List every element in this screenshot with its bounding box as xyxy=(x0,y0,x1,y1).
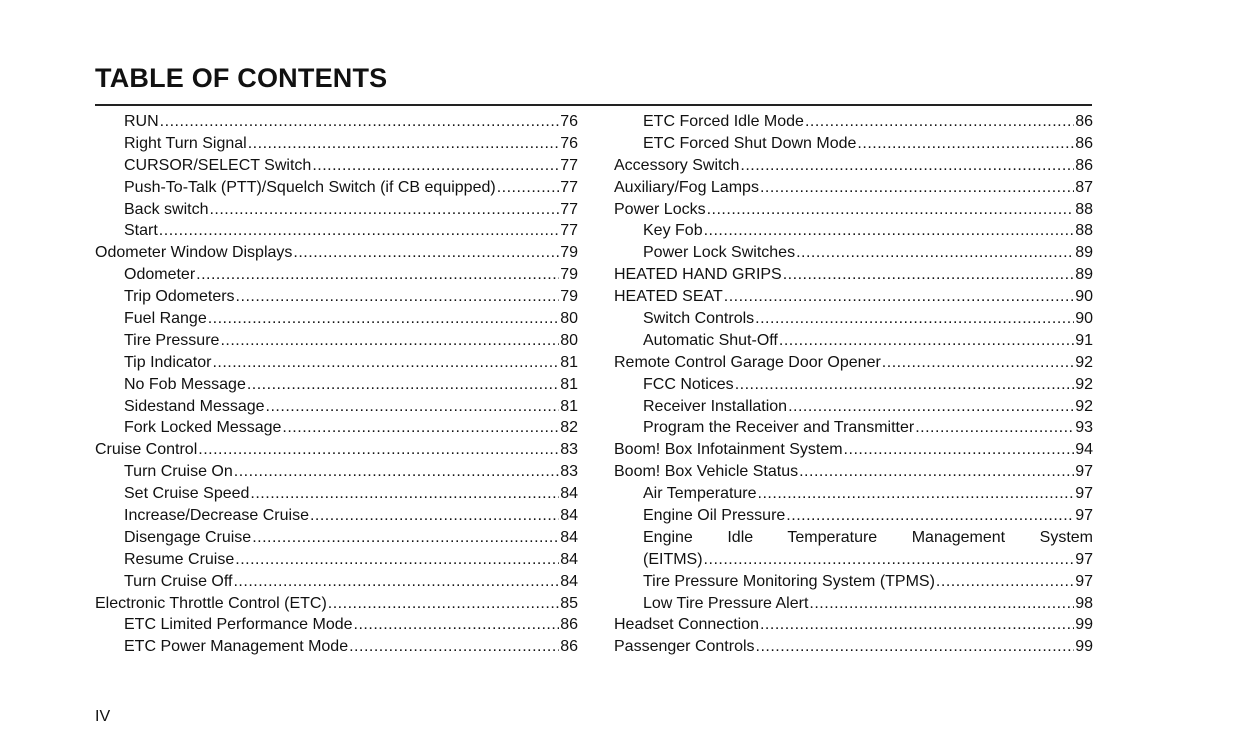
dot-leader xyxy=(915,417,1074,439)
dot-leader xyxy=(212,352,559,374)
toc-entry-page: 76 xyxy=(560,134,578,152)
toc-entry-page: 84 xyxy=(560,572,578,590)
toc-entry[interactable] xyxy=(614,461,1093,483)
toc-entry-title: Receiver Installation xyxy=(643,397,788,415)
toc-entry-title: RUN xyxy=(124,113,159,130)
toc-entry-page: 86 xyxy=(560,616,578,634)
toc-entry-title: Turn Cruise On xyxy=(124,463,233,481)
toc-entry[interactable] xyxy=(95,505,578,527)
dot-leader xyxy=(252,527,559,549)
dot-leader xyxy=(349,636,559,658)
toc-entry[interactable] xyxy=(614,571,1093,593)
toc-entry-page: 77 xyxy=(560,178,578,196)
toc-entry-page: 88 xyxy=(1075,222,1093,240)
toc-entry-page: 87 xyxy=(1075,178,1093,196)
toc-entry[interactable] xyxy=(95,177,578,199)
toc-entry-title: Increase/Decrease Cruise xyxy=(124,507,309,525)
toc-entry-title: CURSOR/SELECT Switch xyxy=(124,156,312,174)
dot-leader xyxy=(788,396,1074,418)
dot-leader xyxy=(236,286,560,308)
toc-entry-title: No Fob Message xyxy=(124,375,246,393)
toc-entry-title: Odometer xyxy=(124,266,196,284)
dot-leader xyxy=(756,636,1075,658)
toc-entry-page: 84 xyxy=(560,507,578,525)
toc-entry[interactable] xyxy=(614,505,1093,527)
dot-leader xyxy=(704,549,1075,571)
toc-entry-title: Automatic Shut-Off xyxy=(643,331,778,349)
toc-entry[interactable] xyxy=(614,133,1093,155)
dot-leader xyxy=(196,264,559,286)
toc-entry-title: Fuel Range xyxy=(124,310,207,328)
toc-entry[interactable] xyxy=(95,614,578,636)
toc-entry-page: 97 xyxy=(1075,507,1093,525)
toc-entry[interactable] xyxy=(95,571,578,593)
toc-entry-page: 81 xyxy=(560,375,578,393)
page-number: IV xyxy=(95,708,111,725)
toc-entry-page: 89 xyxy=(1075,266,1093,284)
toc-entry[interactable] xyxy=(95,461,578,483)
toc-left-column xyxy=(95,111,578,658)
toc-entry[interactable] xyxy=(614,483,1093,505)
toc-entry[interactable] xyxy=(614,220,1093,242)
toc-entry-title: FCC Notices xyxy=(643,375,734,393)
toc-entry[interactable] xyxy=(614,527,1093,549)
toc-entry[interactable] xyxy=(614,374,1093,396)
toc-entry-title: Tip Indicator xyxy=(124,353,212,371)
toc-entry-title: ETC Forced Idle Mode xyxy=(643,113,804,130)
toc-entry-page: 93 xyxy=(1075,419,1093,437)
toc-entry-page: 81 xyxy=(560,353,578,371)
toc-entry-title: Tire Pressure Monitoring System (TPMS) xyxy=(643,572,935,590)
dot-leader xyxy=(208,308,559,330)
dot-leader xyxy=(740,155,1074,177)
dot-leader xyxy=(282,417,559,439)
toc-entry-title: Boom! Box Infotainment System xyxy=(614,441,843,459)
toc-entry-title: Boom! Box Vehicle Status xyxy=(614,463,799,481)
toc-entry-page: 86 xyxy=(1075,134,1093,152)
dot-leader xyxy=(779,330,1074,352)
toc-entry-page: 99 xyxy=(1075,638,1093,656)
dot-leader xyxy=(220,330,559,352)
dot-leader xyxy=(209,199,559,221)
dot-leader xyxy=(844,439,1075,461)
toc-entry-title: HEATED SEAT xyxy=(614,288,723,306)
toc-entry-page: 97 xyxy=(1075,463,1093,481)
dot-leader xyxy=(159,220,559,242)
toc-entry-page: 77 xyxy=(560,200,578,218)
toc-entry-title: Fork Locked Message xyxy=(124,419,282,437)
toc-entry-page: 80 xyxy=(560,310,578,328)
dot-leader xyxy=(160,111,560,133)
toc-entry-title: Back switch xyxy=(124,200,209,218)
toc-entry-page: 82 xyxy=(560,419,578,437)
dot-leader xyxy=(234,461,559,483)
toc-entry[interactable] xyxy=(614,264,1093,286)
dot-leader xyxy=(786,505,1074,527)
toc-entry[interactable] xyxy=(95,439,578,461)
dot-leader xyxy=(796,242,1074,264)
toc-entry[interactable] xyxy=(614,330,1093,352)
toc-entry-page: 89 xyxy=(1075,244,1093,262)
toc-entry-page: 85 xyxy=(560,594,578,612)
toc-entry-title: Headset Connection xyxy=(614,616,759,634)
dot-leader xyxy=(805,111,1074,133)
toc-entry[interactable] xyxy=(614,439,1093,461)
toc-entry[interactable] xyxy=(95,396,578,418)
toc-entry-page: 86 xyxy=(560,638,578,656)
dot-leader xyxy=(328,593,559,615)
toc-entry-title: Power Locks xyxy=(614,200,706,218)
dot-leader xyxy=(799,461,1074,483)
toc-entry-title: Sidestand Message xyxy=(124,397,265,415)
toc-entry-page: 81 xyxy=(560,397,578,415)
toc-entry-title: Accessory Switch xyxy=(614,156,740,174)
toc-entry[interactable] xyxy=(614,199,1093,221)
toc-entry-title: Remote Control Garage Door Opener xyxy=(614,353,881,371)
toc-entry-page: 92 xyxy=(1075,353,1093,371)
toc-entry-page: 83 xyxy=(560,441,578,459)
dot-leader xyxy=(936,571,1074,593)
toc-entry-page: 90 xyxy=(1075,310,1093,328)
dot-leader xyxy=(760,614,1074,636)
dot-leader xyxy=(735,374,1075,396)
toc-entry-title: Tire Pressure xyxy=(124,331,220,349)
toc-entry[interactable] xyxy=(95,308,578,330)
toc-entry[interactable] xyxy=(95,527,578,549)
toc-entry-title: Switch Controls xyxy=(643,310,755,328)
toc-entry[interactable] xyxy=(614,286,1093,308)
page-title: TABLE OF CONTENTS xyxy=(95,63,388,93)
toc-entry[interactable] xyxy=(95,286,578,308)
dot-leader xyxy=(354,614,560,636)
dot-leader xyxy=(857,133,1074,155)
toc-entry[interactable] xyxy=(95,111,578,133)
dot-leader xyxy=(760,177,1074,199)
toc-entry[interactable] xyxy=(614,242,1093,264)
toc-entry-page: 86 xyxy=(1075,156,1093,174)
toc-entry[interactable] xyxy=(614,614,1093,636)
toc-entry[interactable] xyxy=(614,155,1093,177)
dot-leader xyxy=(250,483,559,505)
dot-leader xyxy=(724,286,1074,308)
dot-leader xyxy=(312,155,559,177)
toc-entry[interactable] xyxy=(95,242,578,264)
dot-leader xyxy=(704,220,1075,242)
toc-entry[interactable] xyxy=(95,264,578,286)
toc-entry-page: 98 xyxy=(1075,594,1093,612)
toc-entry-title: Low Tire Pressure Alert xyxy=(643,594,809,612)
title-divider xyxy=(95,104,1092,106)
toc-entry-title: Key Fob xyxy=(643,222,703,240)
toc-entry-title: Passenger Controls xyxy=(614,638,755,656)
toc-entry[interactable] xyxy=(95,374,578,396)
toc-entry-title: Start xyxy=(124,222,158,240)
toc-entry-page: 79 xyxy=(560,288,578,306)
toc-entry-title: HEATED HAND GRIPS xyxy=(614,266,782,284)
dot-leader xyxy=(247,374,559,396)
toc-entry-title: Turn Cruise Off xyxy=(124,572,233,590)
dot-leader xyxy=(783,264,1074,286)
toc-entry-title: Power Lock Switches xyxy=(643,244,796,262)
toc-entry-title: Odometer Window Displays xyxy=(95,244,293,262)
toc-entry[interactable] xyxy=(95,549,578,571)
toc-entry[interactable] xyxy=(614,636,1093,658)
toc-entry-page: 77 xyxy=(560,222,578,240)
toc-entry[interactable] xyxy=(614,177,1093,199)
toc-entry-page: 97 xyxy=(1075,572,1093,590)
dot-leader xyxy=(293,242,559,264)
toc-entry[interactable] xyxy=(614,549,1093,571)
dot-leader xyxy=(755,308,1074,330)
toc-entry[interactable] xyxy=(614,417,1093,439)
toc-entry-title: Program the Receiver and Transmitter xyxy=(643,419,915,437)
toc-entry[interactable] xyxy=(95,133,578,155)
toc-entry-page: 79 xyxy=(560,244,578,262)
toc-right-column xyxy=(614,111,1093,658)
toc-entry-page: 84 xyxy=(560,550,578,568)
dot-leader xyxy=(882,352,1074,374)
toc-entry[interactable] xyxy=(95,155,578,177)
toc-entry-page: 92 xyxy=(1075,375,1093,393)
toc-entry[interactable] xyxy=(95,636,578,658)
toc-entry-page: 90 xyxy=(1075,288,1093,306)
toc-entry-title: Trip Odometers xyxy=(124,288,235,306)
toc-entry[interactable] xyxy=(614,593,1093,615)
toc-entry-page: 92 xyxy=(1075,397,1093,415)
toc-entry-title: ETC Power Management Mode xyxy=(124,638,349,656)
toc-entry-page: 84 xyxy=(560,528,578,546)
dot-leader xyxy=(235,549,559,571)
toc-entry-title: Air Temperature xyxy=(643,485,757,503)
toc-entry[interactable] xyxy=(95,593,578,615)
toc-entry[interactable] xyxy=(614,111,1093,133)
toc-entry-page: 76 xyxy=(560,113,578,130)
toc-entry-page: 99 xyxy=(1075,616,1093,634)
dot-leader xyxy=(266,396,560,418)
toc-entry[interactable] xyxy=(614,352,1093,374)
toc-entry-page: 97 xyxy=(1075,550,1093,568)
toc-entry[interactable] xyxy=(614,308,1093,330)
dot-leader xyxy=(248,133,559,155)
dot-leader xyxy=(758,483,1075,505)
dot-leader xyxy=(497,177,560,199)
toc-entry-title: Resume Cruise xyxy=(124,550,235,568)
toc-entry-title: Right Turn Signal xyxy=(124,134,247,152)
toc-entry-title: Push-To-Talk (PTT)/Squelch Switch (if CB equipped) xyxy=(124,178,496,196)
toc-entry[interactable] xyxy=(614,396,1093,418)
toc-entry-title: (EITMS) xyxy=(643,550,703,568)
toc-entry[interactable] xyxy=(95,417,578,439)
toc-entry-title: Auxiliary/Fog Lamps xyxy=(614,178,759,196)
dot-leader xyxy=(310,505,559,527)
toc-entry-page: 84 xyxy=(560,485,578,503)
toc-entry-title: Engine Idle Temperature Management System xyxy=(643,528,1093,546)
dot-leader xyxy=(233,571,559,593)
toc-entry-page: 80 xyxy=(560,331,578,349)
toc-entry-page: 86 xyxy=(1075,113,1093,130)
toc-entry-page: 97 xyxy=(1075,485,1093,503)
toc-entry[interactable] xyxy=(95,330,578,352)
dot-leader xyxy=(809,593,1074,615)
toc-entry-title: Engine Oil Pressure xyxy=(643,507,786,525)
toc-entry[interactable] xyxy=(95,220,578,242)
toc-entry[interactable] xyxy=(95,483,578,505)
toc-entry-page: 79 xyxy=(560,266,578,284)
toc-entry-page: 88 xyxy=(1075,200,1093,218)
toc-entry-page: 83 xyxy=(560,463,578,481)
toc-entry-title: ETC Forced Shut Down Mode xyxy=(643,134,857,152)
toc-entry-title: ETC Limited Performance Mode xyxy=(124,616,353,634)
dot-leader xyxy=(707,199,1075,221)
toc-entry[interactable] xyxy=(95,352,578,374)
toc-entry-page: 77 xyxy=(560,156,578,174)
toc-entry-page: 94 xyxy=(1075,441,1093,459)
toc-entry-page: 91 xyxy=(1075,331,1093,349)
toc-entry-title: Cruise Control xyxy=(95,441,198,459)
toc-entry[interactable] xyxy=(95,199,578,221)
toc-entry-title: Electronic Throttle Control (ETC) xyxy=(95,594,327,612)
toc-entry-title: Disengage Cruise xyxy=(124,528,252,546)
toc-entry-title: Set Cruise Speed xyxy=(124,485,250,503)
dot-leader xyxy=(198,439,559,461)
